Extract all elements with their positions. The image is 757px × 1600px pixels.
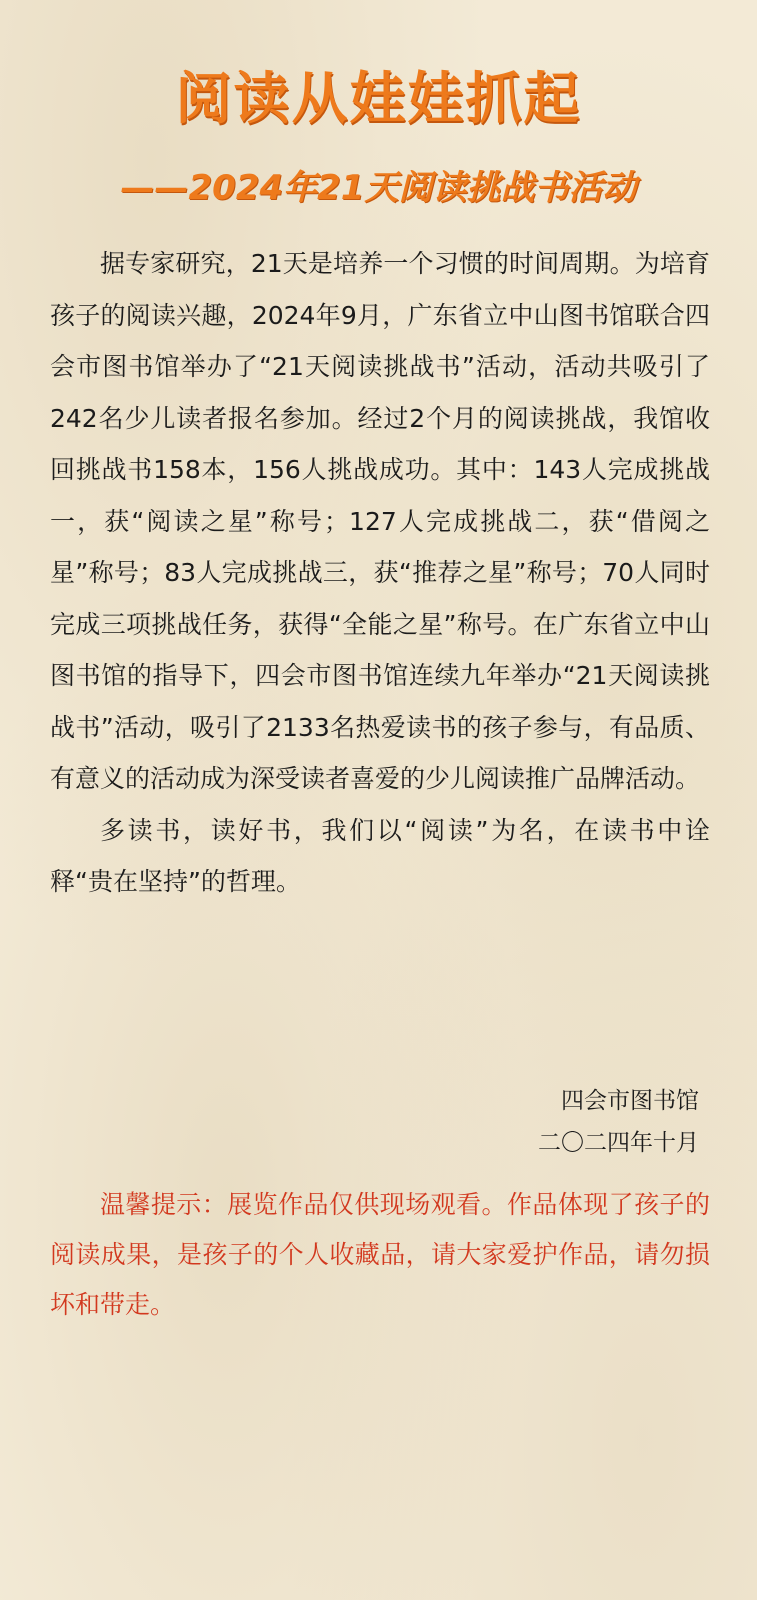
signature-date: 二〇二四年十月 [538, 1130, 699, 1156]
article-body [50, 238, 710, 908]
signature-org: 四会市图书馆 [561, 1088, 699, 1114]
page-title: 阅读从娃娃抓起 [175, 67, 582, 132]
signature-block [538, 1080, 699, 1164]
page-subtitle: ——2024年21天阅读挑战书活动 [120, 168, 637, 208]
reminder-notice: 温馨提示：展览作品仅供现场观看。作品体现了孩子的阅读成果，是孩子的个人收藏品，请大家爱护作品，请勿损坏和带走。 [50, 1190, 710, 1319]
paragraph-2: 多读书，读好书，我们以“阅读”为名，在读书中诠释“贵在坚持”的哲理。 [50, 815, 710, 896]
paragraph-1: 据专家研究，21天是培养一个习惯的时间周期。为培育孩子的阅读兴趣，2024年9月，广东省立中山图书馆联合四会市图书馆举办了“21天阅读挑战书”活动，活动共吸引了242名少儿读者报名参加。经过2个月的阅读挑战，我馆收回挑战书158本，156人挑战成功。其中：143人完成挑战一，获“阅读之星”称号；127人完成挑战二，获“借阅之星”称号；83人完成挑战三，获“推荐之星”称号；70人同时完成三项挑战任务，获得“全能之星”称号。在广东省立中山图书馆的指导下，四会市图书馆连续九年举办“21天阅读挑战书”活动，吸引了2133名热爱读书的孩子参与，有品质、有意义的活动成为深受读者喜爱的少儿阅读推广品牌活动。 [50, 249, 710, 793]
